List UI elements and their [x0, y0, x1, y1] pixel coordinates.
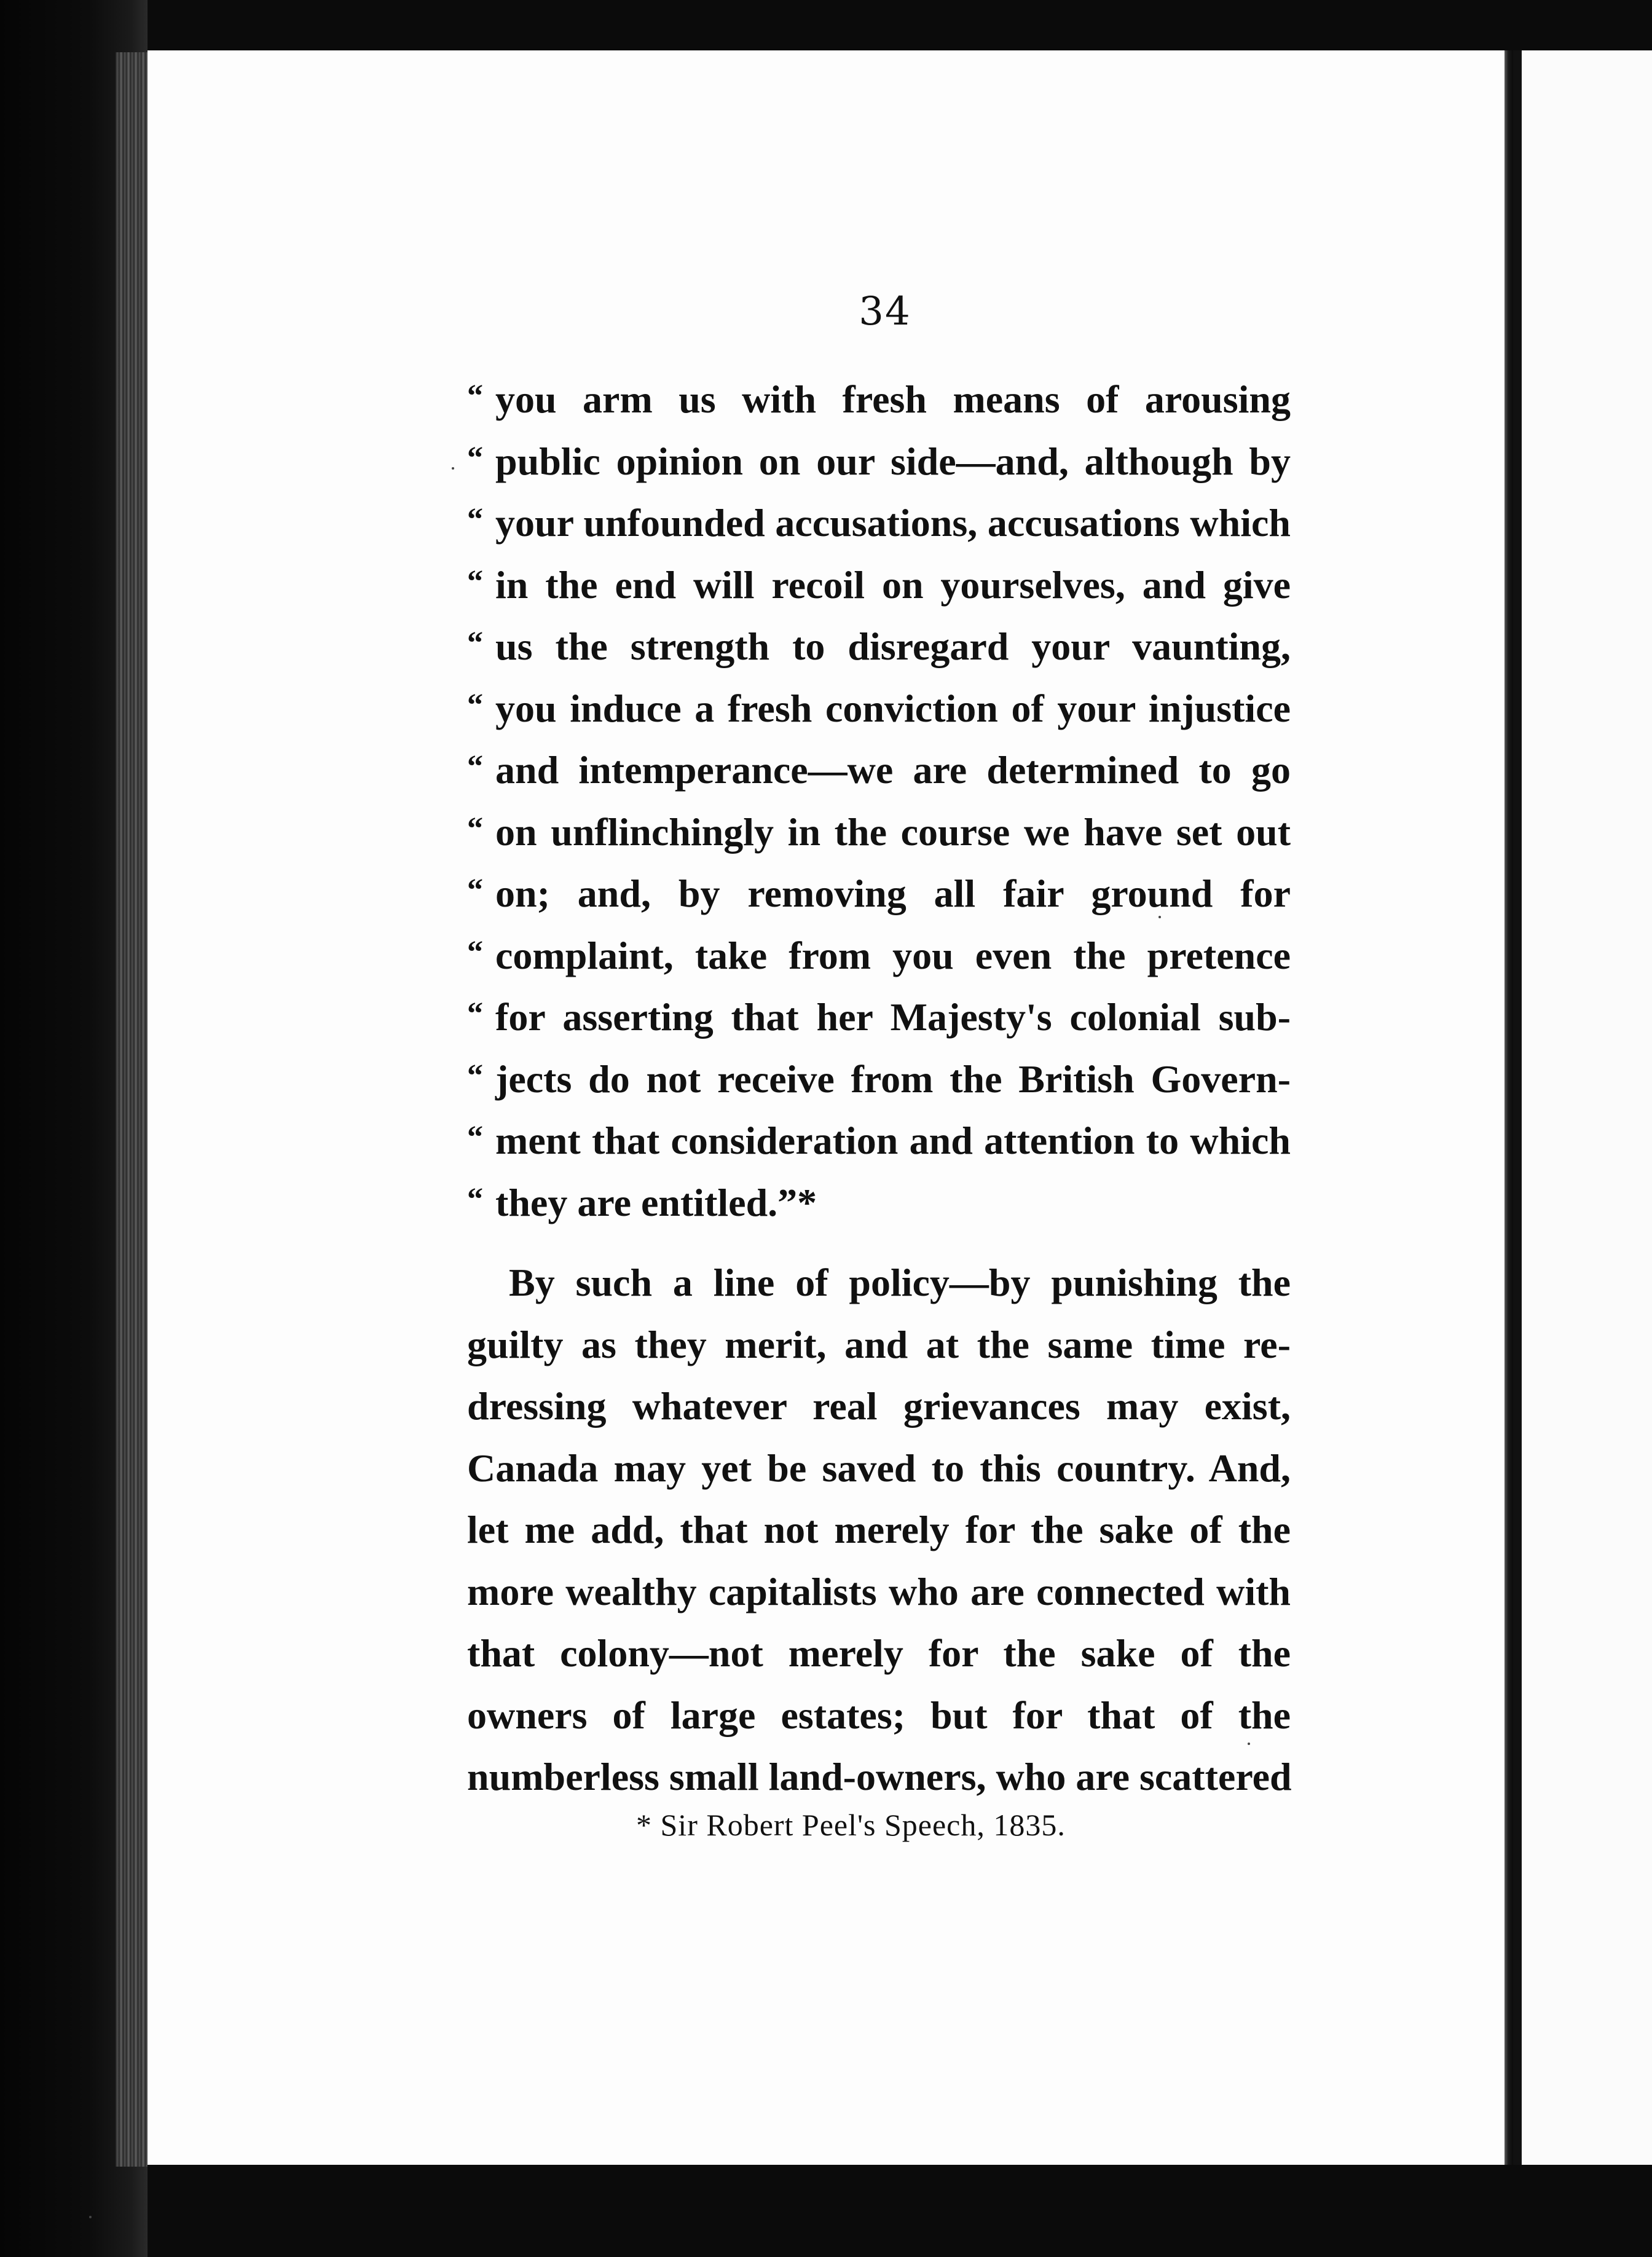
quote-line-text: for asserting that her Majesty's colonial sub- — [495, 995, 1291, 1039]
quote-mark: “ — [467, 502, 483, 537]
quote-mark: “ — [467, 934, 483, 970]
scan-speck — [1158, 916, 1161, 918]
quote-line-text: public opinion on our side—and, although by — [495, 439, 1291, 483]
body-line: By such a line of policy—by punishing the — [509, 1261, 1291, 1304]
quote-line-text: you induce a fresh conviction of your injustice — [495, 686, 1291, 730]
body-line: that colony—not merely for the sake of the — [467, 1631, 1291, 1675]
body-line: Canada may yet be saved to this country. And, — [467, 1446, 1291, 1490]
page-number: 34 — [859, 289, 911, 334]
quote-line — [467, 1172, 1291, 1234]
quote-line — [467, 987, 1291, 1049]
quote-line-text: ment that consideration and attention to which — [495, 1119, 1291, 1162]
quote-line-text: us the strength to disregard your vaunting, — [495, 624, 1291, 668]
quoted-passage — [467, 369, 1291, 1234]
quote-mark: “ — [467, 873, 483, 908]
paragraph-gap — [467, 1234, 1291, 1252]
quote-line-text: jects do not receive from the British Govern- — [495, 1057, 1291, 1101]
quote-mark: “ — [467, 626, 483, 661]
scan-speck — [89, 2216, 92, 2218]
scan-speck — [1248, 1743, 1250, 1745]
body-line: numberless small land-owners, who are scattered — [467, 1755, 1292, 1798]
quote-line-text: you arm us with fresh means of arousing — [495, 377, 1291, 421]
page-text-block — [467, 369, 1291, 1808]
quote-line-text: in the end will recoil on yourselves, and give — [495, 562, 1291, 607]
facing-page-strip — [1513, 50, 1652, 2165]
quote-mark: “ — [467, 564, 483, 599]
quote-line-text: on unflinchingly in the course we have set out — [495, 809, 1291, 854]
quote-line — [467, 431, 1291, 493]
body-line: more wealthy capitalists who are connected with — [467, 1569, 1291, 1613]
quote-line-text: complaint, take from you even the pretence — [495, 933, 1291, 977]
body-line: guilty as they merit, and at the same time re- — [467, 1322, 1291, 1366]
quote-line — [467, 1110, 1291, 1172]
body-paragraph — [467, 1252, 1291, 1808]
quote-mark: “ — [467, 379, 483, 414]
quote-line — [467, 863, 1291, 925]
quote-mark: “ — [467, 749, 483, 784]
quote-mark: “ — [467, 1120, 483, 1155]
quote-mark: “ — [467, 440, 483, 476]
quote-line-text: they are entitled.”* — [495, 1180, 817, 1224]
quote-line — [467, 492, 1291, 554]
quote-line — [467, 739, 1291, 802]
quote-line — [467, 925, 1291, 987]
quote-line-text: on; and, by removing all fair ground for — [495, 872, 1291, 915]
body-line: dressing whatever real grievances may exist, — [467, 1384, 1291, 1428]
page-edge-stack — [116, 52, 148, 2167]
quote-line-text: your unfounded accusations, accusations which — [495, 501, 1291, 545]
quote-mark: “ — [467, 1058, 483, 1093]
body-line: let me add, that not merely for the sake of the — [467, 1508, 1291, 1551]
quote-line-text: and intemperance—we are determined to go — [495, 748, 1291, 792]
quote-line — [467, 678, 1291, 740]
quote-line — [467, 802, 1291, 864]
quote-mark: “ — [467, 996, 483, 1031]
footnote: * Sir Robert Peel's Speech, 1835. — [636, 1808, 1066, 1842]
quote-mark: “ — [467, 687, 483, 723]
scan-speck — [452, 467, 454, 470]
quote-line — [467, 369, 1291, 431]
quote-line — [467, 616, 1291, 678]
quote-mark: “ — [467, 1181, 483, 1217]
quote-line — [467, 554, 1291, 616]
quote-line — [467, 1049, 1291, 1111]
body-line: owners of large estates; but for that of the — [467, 1693, 1291, 1737]
quote-mark: “ — [467, 811, 483, 846]
